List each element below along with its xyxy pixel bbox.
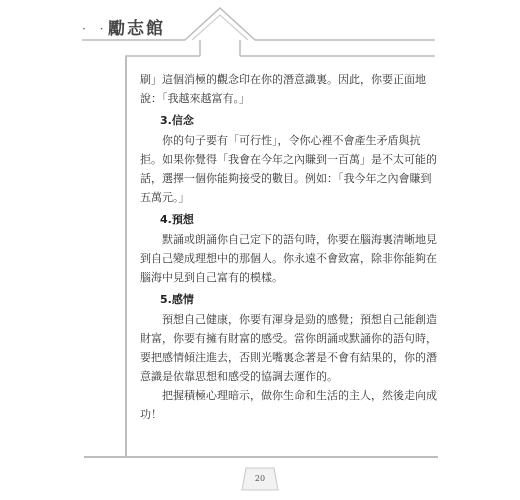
header-dots: ‧ ‧ (82, 22, 109, 36)
section-heading-emotion: 5.感情 (160, 293, 194, 306)
page-header (0, 0, 520, 70)
section-text-visualize: 默誦或朗誦你自己定下的語句時，你要在腦海裏清晰地見到自己變成理想中的那個人。你永遠不會致富，除非你能夠在腦海中見到自己富有的模樣。 (140, 233, 437, 284)
frame-left-border (125, 56, 127, 456)
section-text-emotion: 預想自己健康，你要有渾身是勁的感覺；預想自己能創造財富，你要有擁有財富的感受。當你朗誦或默誦你的語句時，要把感情傾注進去，否則光嘴裏念著是不會有結果的，你的潛意識是依靠思想和感受的協調去運作的。 (140, 313, 437, 383)
brand-title: 勵志館 (108, 19, 165, 39)
article-body (140, 70, 440, 424)
intro-paragraph: 刷」這個消極的觀念印在你的潛意識裏。因此，你要正面地說：「我越來越富有。」 (140, 73, 426, 105)
section-heading-visualize: 4.預想 (160, 213, 194, 226)
frame-bottom-border (84, 456, 438, 458)
section-heading-belief: 3.信念 (160, 114, 194, 127)
section-text-belief: 你的句子要有「可行性」，令你心裡不會產生矛盾與抗拒。如果你覺得「我會在今年之內賺到一百萬」是不太可能的話，選擇一個你能夠接受的數目。例如：「我今年之內會賺到五萬元。」 (140, 134, 437, 204)
house-outline-icon (0, 0, 520, 70)
closing-paragraph: 把握積極心理暗示，做你生命和生活的主人，然後走向成功！ (140, 389, 437, 421)
page-number: 20 (254, 474, 266, 483)
